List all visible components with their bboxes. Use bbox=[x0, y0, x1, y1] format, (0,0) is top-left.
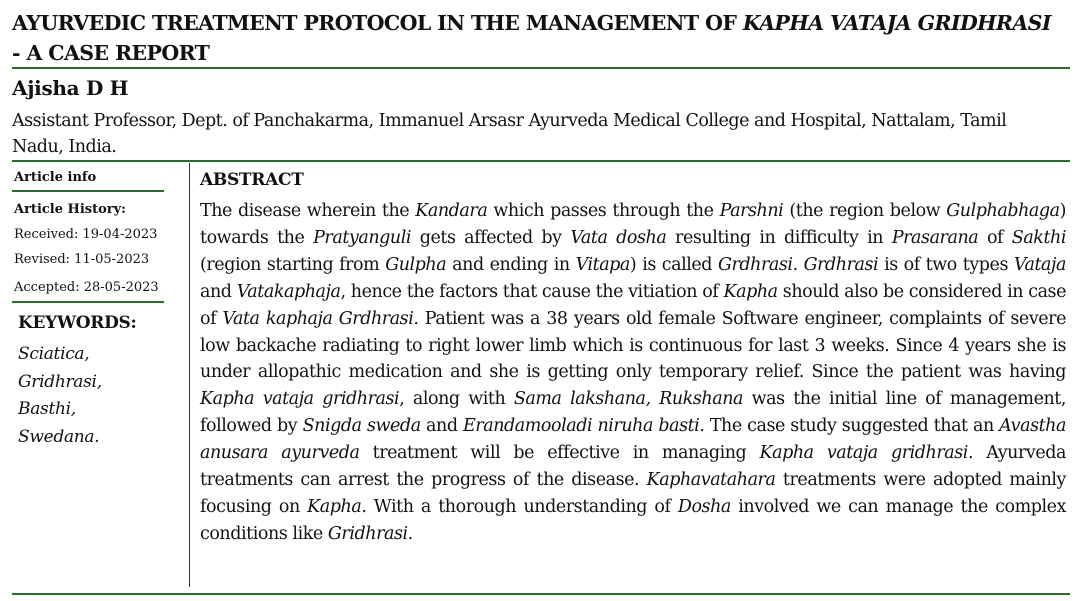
accepted-date: Accepted: 28-05-2023 bbox=[14, 280, 159, 295]
abstract-italic-term: Grdhrasi bbox=[803, 254, 879, 275]
abstract-italic-term: Kapha bbox=[723, 281, 778, 302]
footer-rule bbox=[12, 593, 1070, 595]
abstract-italic-term: Gulphabhaga bbox=[946, 201, 1060, 221]
column-divider bbox=[189, 163, 190, 587]
abstract-text-run: is of two types bbox=[878, 254, 1014, 275]
abstract-text-run: . bbox=[407, 523, 413, 544]
abstract-text-run: ) is called bbox=[629, 254, 718, 275]
keyword-item: Sciatica, bbox=[18, 344, 90, 364]
title-part1: AYURVEDIC TREATMENT PROTOCOL IN THE MANAGEMENT OF bbox=[12, 11, 743, 35]
abstract-text-run: . bbox=[792, 254, 804, 275]
abstract-text-run: . The case study suggested that an bbox=[699, 416, 1000, 437]
abstract-text-run: treatment will be effective in managing bbox=[359, 443, 760, 464]
abstract-text-run: gets affected by bbox=[411, 227, 571, 248]
history-rule bbox=[12, 301, 164, 303]
abstract-text-run: should also be considered in case of bbox=[200, 281, 1066, 329]
abstract-text-run: (region starting from bbox=[200, 254, 386, 275]
abstract-italic-term: Sakthi bbox=[1011, 227, 1067, 248]
abstract-text-run: treatments were adopted mainly focusing on bbox=[200, 470, 1066, 517]
abstract-text-run: . Patient was a 38 years old female Software engineer, complaints of severe low backache radiating to right lower limb which is continuous for last 3 weeks. Since 4 years she is under allopathic medication and she is getting only temporary relief. Since the patient was having bbox=[200, 308, 1066, 383]
abstract-text-run: which passes through the bbox=[487, 201, 720, 221]
abstract-italic-term: Vata dosha bbox=[570, 227, 667, 248]
abstract-italic-term: Vataja bbox=[1013, 254, 1066, 275]
abstract-text-run: , along with bbox=[399, 389, 514, 410]
abstract-italic-term: Grdhrasi bbox=[717, 254, 793, 275]
article-info-rule bbox=[12, 190, 164, 192]
title-italic: KAPHA VATAJA GRIDHRASI bbox=[742, 11, 1051, 35]
abstract-italic-term: Snigda sweda bbox=[302, 416, 421, 437]
abstract-text-run: . Ayurveda treatments can arrest the progress of the disease. bbox=[200, 443, 1066, 491]
title-rule bbox=[12, 67, 1070, 69]
abstract-italic-term: Kapha bbox=[307, 496, 362, 517]
abstract-text-run: The disease wherein the bbox=[200, 201, 416, 221]
abstract-text-run: was the initial line of management, followed by bbox=[200, 389, 1067, 437]
abstract-italic-term: Sama lakshana, Rukshana bbox=[513, 389, 744, 410]
abstract-italic-term: Erandamooladi niruha basti bbox=[462, 416, 700, 437]
abstract-italic-term: Dosha bbox=[677, 496, 731, 517]
keywords-heading: KEYWORDS: bbox=[18, 313, 137, 333]
keyword-item: Swedana. bbox=[18, 427, 100, 447]
author-affiliation: Assistant Professor, Dept. of Panchakarma, Immanuel Arsasr Ayurveda Medical College and Hospital, Nattalam, Tamil Nadu, India. bbox=[12, 111, 1007, 157]
abstract-italic-term: Gridhrasi bbox=[327, 523, 408, 544]
paper-title bbox=[12, 8, 1062, 68]
abstract-italic-term: Vitapa bbox=[575, 254, 630, 275]
abstract-text-run: and ending in bbox=[446, 254, 576, 275]
abstract-italic-term: Parshni bbox=[719, 201, 784, 221]
abstract-body bbox=[200, 198, 1066, 548]
abstract-italic-term: Kaphavatahara bbox=[646, 470, 776, 491]
abstract-text-run: , hence the factors that cause the vitiation of bbox=[340, 281, 724, 302]
abstract-text-run: (the region below bbox=[783, 201, 947, 221]
title-part2: - A CASE REPORT bbox=[12, 41, 210, 65]
abstract-italic-term: Vata kaphaja Grdhrasi bbox=[222, 308, 414, 329]
keyword-item: Gridhrasi, bbox=[18, 372, 102, 392]
abstract-italic-term: Avastha anusara ayurveda bbox=[200, 416, 1066, 464]
revised-date: Revised: 11-05-2023 bbox=[14, 252, 150, 267]
header-rule bbox=[12, 160, 1070, 162]
abstract-text-run: involved we can manage the complex conditions like bbox=[200, 496, 1066, 544]
abstract-italic-term: Kapha vataja gridhrasi bbox=[759, 443, 968, 464]
abstract-text-run: and bbox=[420, 416, 463, 437]
abstract-text-run: of bbox=[978, 227, 1012, 248]
received-date: Received: 19-04-2023 bbox=[14, 227, 158, 242]
abstract-text-run: resulting in difficulty in bbox=[666, 227, 892, 248]
abstract-italic-term: Gulpha bbox=[385, 254, 447, 275]
abstract-text-run: . With a thorough understanding of bbox=[361, 496, 678, 517]
abstract-italic-term: Prasarana bbox=[891, 227, 979, 248]
article-info-heading: Article info bbox=[14, 170, 97, 185]
abstract-italic-term: Kapha vataja gridhrasi bbox=[200, 389, 400, 410]
abstract-heading: ABSTRACT bbox=[200, 170, 304, 190]
author-name: Ajisha D H bbox=[12, 76, 129, 100]
abstract-italic-term: Vatakaphaja bbox=[236, 281, 341, 302]
abstract-italic-term: Kandara bbox=[415, 201, 488, 221]
article-history-heading: Article History: bbox=[14, 202, 126, 217]
abstract-text-run: ) towards the bbox=[200, 201, 1067, 248]
keyword-item: Basthi, bbox=[18, 399, 76, 419]
abstract-italic-term: Pratyanguli bbox=[313, 227, 412, 248]
abstract-text-run: and bbox=[200, 281, 237, 302]
